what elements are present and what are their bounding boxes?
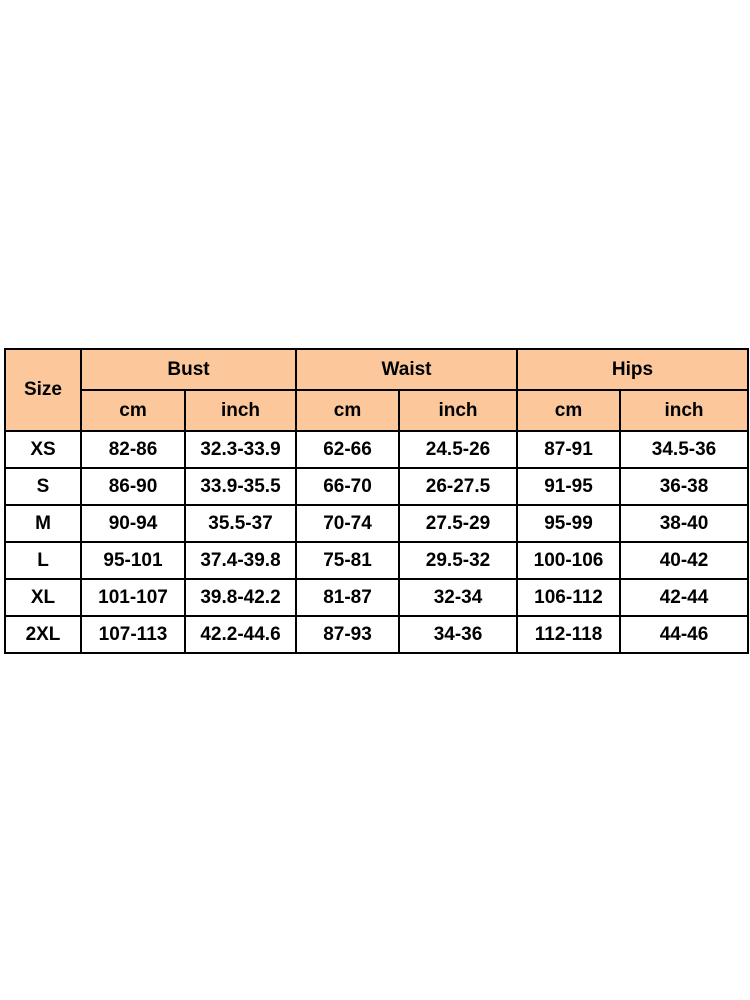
bust-inch-header: inch <box>185 390 296 431</box>
hips-cm-cell: 91-95 <box>517 468 620 505</box>
hips-inch-cell: 36-38 <box>620 468 748 505</box>
bust-cm-header: cm <box>81 390 185 431</box>
waist-cm-cell: 87-93 <box>296 616 399 653</box>
table-row <box>5 431 748 468</box>
waist-inch-cell: 29.5-32 <box>399 542 517 579</box>
size-cell: M <box>5 505 81 542</box>
table-row <box>5 579 748 616</box>
bust-cm-cell: 86-90 <box>81 468 185 505</box>
hips-inch-cell: 34.5-36 <box>620 431 748 468</box>
waist-inch-header: inch <box>399 390 517 431</box>
waist-cm-cell: 70-74 <box>296 505 399 542</box>
bust-cm-cell: 82-86 <box>81 431 185 468</box>
hips-cm-cell: 95-99 <box>517 505 620 542</box>
waist-inch-cell: 24.5-26 <box>399 431 517 468</box>
waist-cm-cell: 81-87 <box>296 579 399 616</box>
bust-inch-cell: 33.9-35.5 <box>185 468 296 505</box>
size-chart-table <box>4 348 749 654</box>
hips-cm-cell: 106-112 <box>517 579 620 616</box>
waist-cm-cell: 66-70 <box>296 468 399 505</box>
waist-inch-cell: 34-36 <box>399 616 517 653</box>
size-cell: S <box>5 468 81 505</box>
waist-cm-header: cm <box>296 390 399 431</box>
waist-inch-cell: 26-27.5 <box>399 468 517 505</box>
header-group-row <box>5 349 748 390</box>
hips-group-header: Hips <box>517 349 748 390</box>
table-row <box>5 542 748 579</box>
waist-cm-cell: 75-81 <box>296 542 399 579</box>
bust-group-header: Bust <box>81 349 296 390</box>
bust-cm-cell: 90-94 <box>81 505 185 542</box>
waist-inch-cell: 27.5-29 <box>399 505 517 542</box>
waist-inch-cell: 32-34 <box>399 579 517 616</box>
bust-inch-cell: 32.3-33.9 <box>185 431 296 468</box>
size-cell: XS <box>5 431 81 468</box>
size-cell: XL <box>5 579 81 616</box>
header-unit-row <box>5 390 748 431</box>
bust-cm-cell: 95-101 <box>81 542 185 579</box>
hips-inch-cell: 42-44 <box>620 579 748 616</box>
bust-cm-cell: 101-107 <box>81 579 185 616</box>
bust-inch-cell: 39.8-42.2 <box>185 579 296 616</box>
hips-cm-cell: 112-118 <box>517 616 620 653</box>
hips-cm-cell: 87-91 <box>517 431 620 468</box>
table-header <box>5 349 748 431</box>
bust-cm-cell: 107-113 <box>81 616 185 653</box>
size-cell: 2XL <box>5 616 81 653</box>
hips-cm-cell: 100-106 <box>517 542 620 579</box>
size-cell: L <box>5 542 81 579</box>
hips-inch-cell: 40-42 <box>620 542 748 579</box>
table-row <box>5 468 748 505</box>
bust-inch-cell: 37.4-39.8 <box>185 542 296 579</box>
table-row <box>5 505 748 542</box>
hips-inch-header: inch <box>620 390 748 431</box>
table-body <box>5 431 748 653</box>
hips-inch-cell: 44-46 <box>620 616 748 653</box>
size-column-header: Size <box>5 349 81 431</box>
table-row <box>5 616 748 653</box>
hips-inch-cell: 38-40 <box>620 505 748 542</box>
waist-cm-cell: 62-66 <box>296 431 399 468</box>
bust-inch-cell: 42.2-44.6 <box>185 616 296 653</box>
bust-inch-cell: 35.5-37 <box>185 505 296 542</box>
waist-group-header: Waist <box>296 349 517 390</box>
hips-cm-header: cm <box>517 390 620 431</box>
